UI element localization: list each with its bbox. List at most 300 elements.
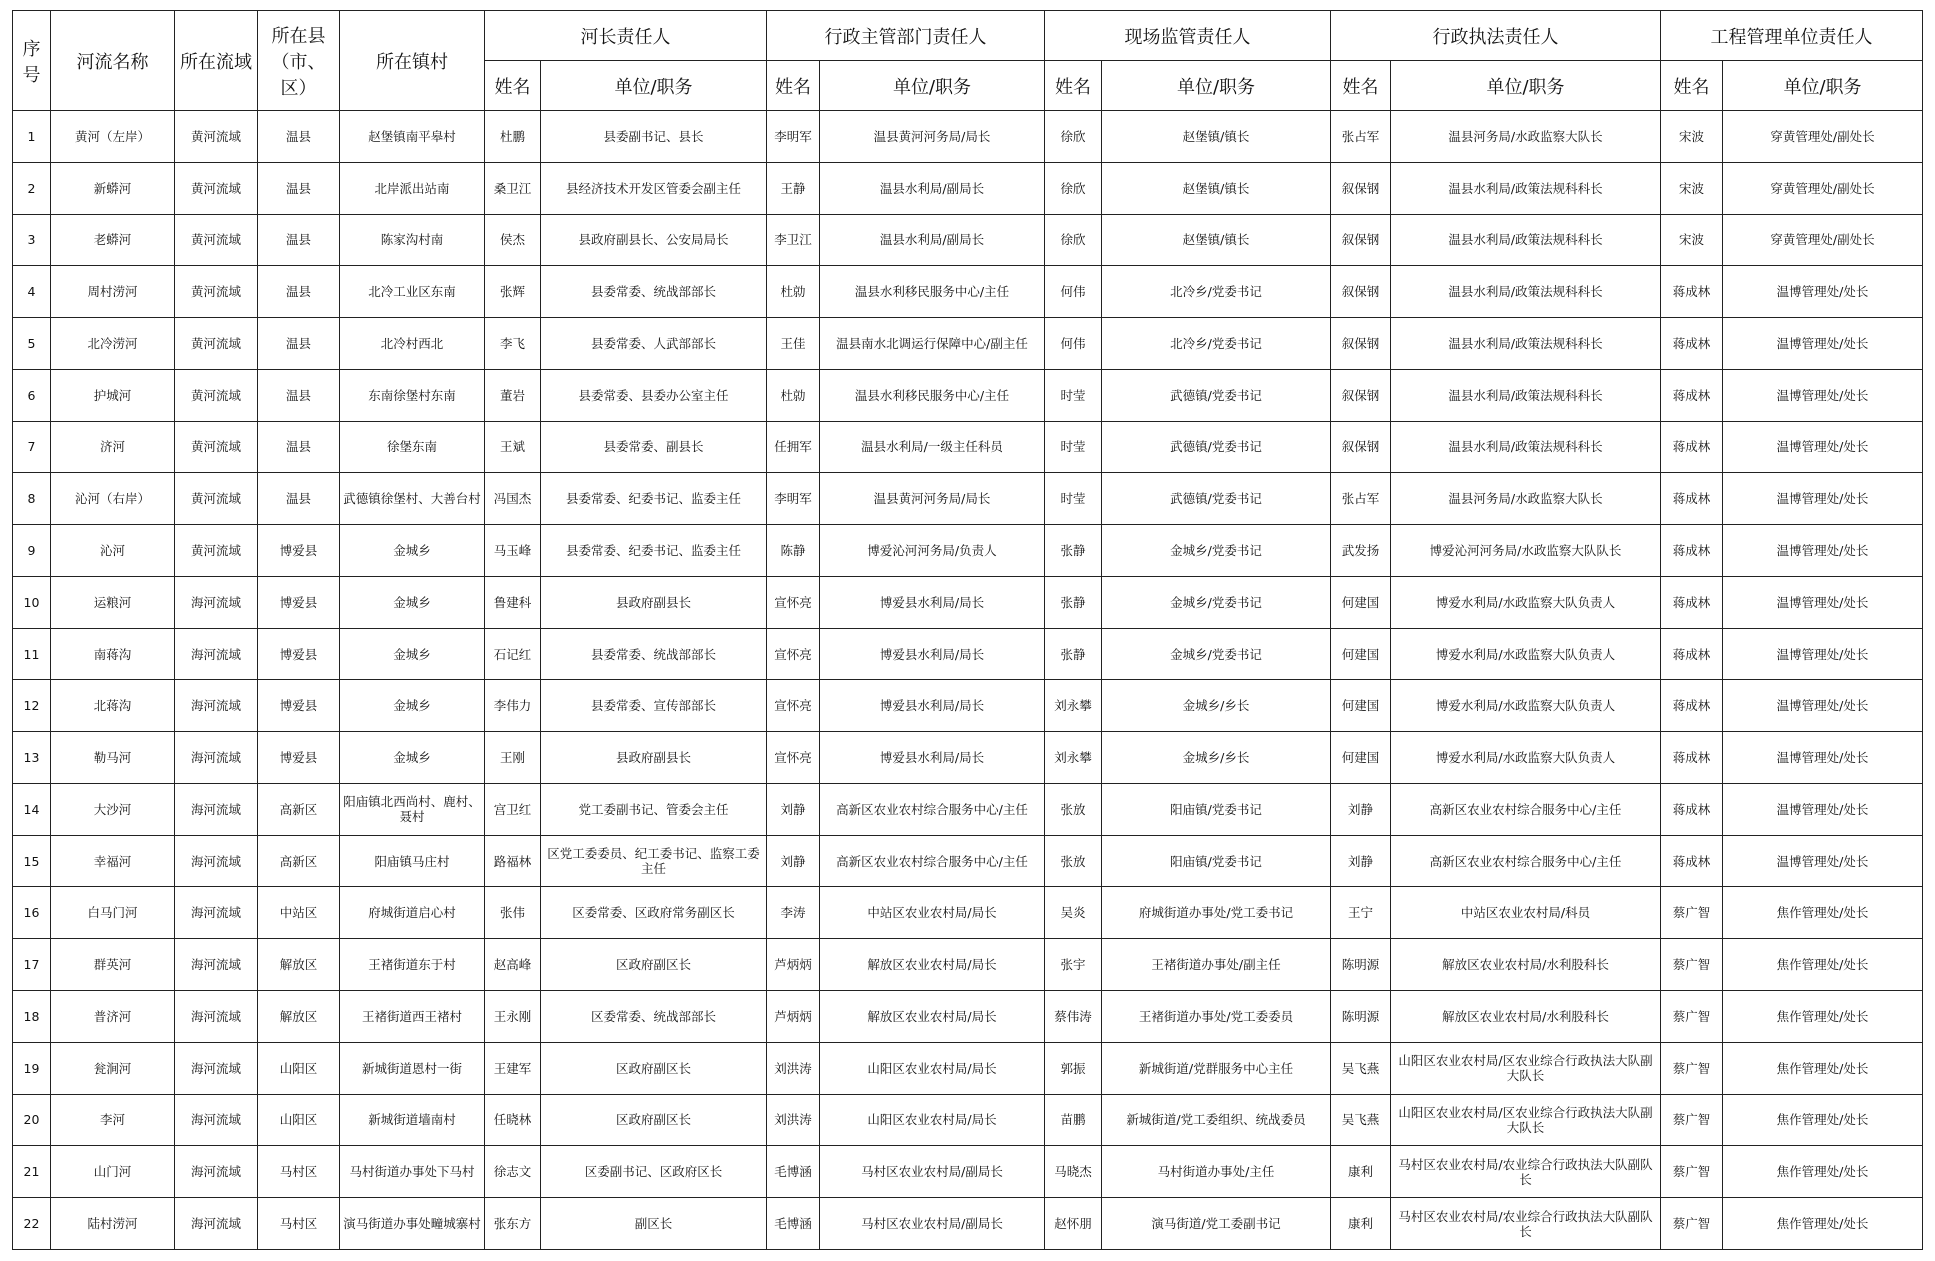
cell-site-name: 赵怀朋 xyxy=(1045,1198,1102,1250)
cell-basin: 黄河流域 xyxy=(175,473,258,525)
cell-river-chief-post: 区委常委、统战部部长 xyxy=(541,991,767,1043)
table-row xyxy=(13,835,1923,887)
cell-admin-name: 宣怀亮 xyxy=(767,628,820,680)
cell-enforcement-name: 叙保钢 xyxy=(1331,266,1391,318)
table-row xyxy=(13,1042,1923,1094)
cell-basin: 海河流域 xyxy=(175,991,258,1043)
cell-county: 马村区 xyxy=(258,1146,340,1198)
cell-site-name: 何伟 xyxy=(1045,266,1102,318)
header-post: 单位/职务 xyxy=(1102,61,1331,111)
header-post: 单位/职务 xyxy=(1391,61,1661,111)
cell-admin-post: 马村区农业农村局/副局长 xyxy=(820,1198,1045,1250)
cell-engineering-name: 蒋成林 xyxy=(1661,473,1723,525)
cell-town: 徐堡东南 xyxy=(340,421,485,473)
cell-seq: 20 xyxy=(13,1094,51,1146)
cell-engineering-name: 蒋成林 xyxy=(1661,783,1723,835)
cell-enforcement-name: 康利 xyxy=(1331,1198,1391,1250)
cell-river-name: 普济河 xyxy=(51,991,175,1043)
cell-site-post: 阳庙镇/党委书记 xyxy=(1102,783,1331,835)
cell-site-name: 何伟 xyxy=(1045,318,1102,370)
header-name: 姓名 xyxy=(1661,61,1723,111)
cell-seq: 21 xyxy=(13,1146,51,1198)
cell-county: 解放区 xyxy=(258,991,340,1043)
cell-river-chief-name: 李飞 xyxy=(485,318,541,370)
cell-site-name: 张静 xyxy=(1045,628,1102,680)
cell-site-post: 武德镇/党委书记 xyxy=(1102,473,1331,525)
cell-seq: 2 xyxy=(13,162,51,214)
cell-engineering-name: 蔡广智 xyxy=(1661,1146,1723,1198)
cell-county: 博爱县 xyxy=(258,732,340,784)
table-row xyxy=(13,214,1923,266)
cell-site-post: 府城街道办事处/党工委书记 xyxy=(1102,887,1331,939)
cell-county: 温县 xyxy=(258,318,340,370)
table-row xyxy=(13,111,1923,163)
cell-seq: 3 xyxy=(13,214,51,266)
cell-site-name: 徐欣 xyxy=(1045,111,1102,163)
header-group-site-supervision: 现场监管责任人 xyxy=(1045,11,1331,61)
cell-engineering-name: 宋波 xyxy=(1661,214,1723,266)
cell-enforcement-name: 何建国 xyxy=(1331,732,1391,784)
cell-site-name: 马晓杰 xyxy=(1045,1146,1102,1198)
cell-engineering-post: 焦作管理处/处长 xyxy=(1723,991,1923,1043)
table-body xyxy=(13,111,1923,1250)
cell-river-chief-name: 董岩 xyxy=(485,369,541,421)
cell-admin-name: 刘洪涛 xyxy=(767,1042,820,1094)
cell-engineering-post: 温博管理处/处长 xyxy=(1723,421,1923,473)
cell-enforcement-name: 刘静 xyxy=(1331,835,1391,887)
cell-admin-post: 温县水利移民服务中心/主任 xyxy=(820,369,1045,421)
cell-admin-post: 温县水利局/副局长 xyxy=(820,214,1045,266)
header-name: 姓名 xyxy=(1045,61,1102,111)
cell-river-name: 瓮涧河 xyxy=(51,1042,175,1094)
cell-admin-post: 中站区农业农村局/局长 xyxy=(820,887,1045,939)
cell-enforcement-name: 叙保钢 xyxy=(1331,318,1391,370)
cell-river-chief-name: 张辉 xyxy=(485,266,541,318)
table-row xyxy=(13,421,1923,473)
cell-site-post: 演马街道/党工委副书记 xyxy=(1102,1198,1331,1250)
cell-engineering-post: 穿黄管理处/副处长 xyxy=(1723,214,1923,266)
cell-admin-post: 博爱沁河河务局/负责人 xyxy=(820,525,1045,577)
cell-site-name: 吴炎 xyxy=(1045,887,1102,939)
cell-admin-post: 山阳区农业农村局/局长 xyxy=(820,1042,1045,1094)
cell-site-name: 张放 xyxy=(1045,783,1102,835)
cell-admin-name: 李明军 xyxy=(767,111,820,163)
cell-basin: 海河流域 xyxy=(175,1094,258,1146)
cell-town: 北岸派出站南 xyxy=(340,162,485,214)
cell-site-post: 马村街道办事处/主任 xyxy=(1102,1146,1331,1198)
cell-county: 解放区 xyxy=(258,939,340,991)
cell-admin-post: 温县水利移民服务中心/主任 xyxy=(820,266,1045,318)
cell-basin: 海河流域 xyxy=(175,1042,258,1094)
header-group-engineering: 工程管理单位责任人 xyxy=(1661,11,1923,61)
cell-town: 金城乡 xyxy=(340,628,485,680)
cell-admin-post: 博爱县水利局/局长 xyxy=(820,732,1045,784)
cell-river-chief-name: 马玉峰 xyxy=(485,525,541,577)
cell-engineering-name: 蒋成林 xyxy=(1661,576,1723,628)
header-group-river-chief: 河长责任人 xyxy=(485,11,767,61)
table-row xyxy=(13,525,1923,577)
cell-river-chief-post: 区政府副区长 xyxy=(541,939,767,991)
cell-site-post: 赵堡镇/镇长 xyxy=(1102,111,1331,163)
cell-engineering-name: 蒋成林 xyxy=(1661,525,1723,577)
cell-engineering-name: 蔡广智 xyxy=(1661,991,1723,1043)
cell-basin: 海河流域 xyxy=(175,939,258,991)
cell-site-name: 刘永攀 xyxy=(1045,680,1102,732)
cell-admin-post: 温县南水北调运行保障中心/副主任 xyxy=(820,318,1045,370)
cell-seq: 15 xyxy=(13,835,51,887)
cell-admin-post: 温县水利局/一级主任科员 xyxy=(820,421,1045,473)
cell-engineering-name: 蔡广智 xyxy=(1661,887,1723,939)
cell-river-chief-post: 县政府副县长、公安局局长 xyxy=(541,214,767,266)
cell-river-chief-name: 任晓林 xyxy=(485,1094,541,1146)
cell-river-name: 新蟒河 xyxy=(51,162,175,214)
table-header xyxy=(13,11,1923,111)
cell-river-name: 黄河（左岸） xyxy=(51,111,175,163)
cell-admin-post: 高新区农业农村综合服务中心/主任 xyxy=(820,783,1045,835)
cell-river-chief-name: 宫卫红 xyxy=(485,783,541,835)
table-row xyxy=(13,318,1923,370)
cell-town: 阳庙镇北西尚村、鹿村、聂村 xyxy=(340,783,485,835)
cell-seq: 7 xyxy=(13,421,51,473)
cell-river-chief-post: 县委常委、副县长 xyxy=(541,421,767,473)
cell-basin: 黄河流域 xyxy=(175,318,258,370)
cell-river-chief-post: 副区长 xyxy=(541,1198,767,1250)
cell-town: 北冷工业区东南 xyxy=(340,266,485,318)
cell-admin-post: 解放区农业农村局/局长 xyxy=(820,939,1045,991)
cell-admin-post: 博爱县水利局/局长 xyxy=(820,628,1045,680)
cell-enforcement-post: 博爱水利局/水政监察大队负责人 xyxy=(1391,576,1661,628)
cell-engineering-post: 温博管理处/处长 xyxy=(1723,680,1923,732)
cell-basin: 黄河流域 xyxy=(175,369,258,421)
cell-admin-post: 博爱县水利局/局长 xyxy=(820,680,1045,732)
cell-engineering-name: 蔡广智 xyxy=(1661,1198,1723,1250)
cell-admin-name: 杜勍 xyxy=(767,266,820,318)
cell-seq: 4 xyxy=(13,266,51,318)
cell-site-name: 蔡伟涛 xyxy=(1045,991,1102,1043)
cell-enforcement-name: 吴飞燕 xyxy=(1331,1094,1391,1146)
cell-engineering-post: 焦作管理处/处长 xyxy=(1723,887,1923,939)
cell-enforcement-post: 温县水利局/政策法规科科长 xyxy=(1391,318,1661,370)
cell-town: 武德镇徐堡村、大善台村 xyxy=(340,473,485,525)
cell-river-name: 护城河 xyxy=(51,369,175,421)
cell-enforcement-post: 解放区农业农村局/水利股科长 xyxy=(1391,939,1661,991)
cell-town: 赵堡镇南平皋村 xyxy=(340,111,485,163)
cell-site-name: 徐欣 xyxy=(1045,214,1102,266)
cell-river-chief-name: 路福林 xyxy=(485,835,541,887)
cell-admin-name: 宣怀亮 xyxy=(767,680,820,732)
cell-basin: 黄河流域 xyxy=(175,162,258,214)
cell-seq: 17 xyxy=(13,939,51,991)
table-row xyxy=(13,939,1923,991)
cell-engineering-name: 蒋成林 xyxy=(1661,318,1723,370)
cell-town: 金城乡 xyxy=(340,576,485,628)
cell-admin-name: 李明军 xyxy=(767,473,820,525)
cell-river-name: 北冷涝河 xyxy=(51,318,175,370)
cell-admin-name: 宣怀亮 xyxy=(767,576,820,628)
cell-basin: 海河流域 xyxy=(175,887,258,939)
cell-engineering-name: 宋波 xyxy=(1661,111,1723,163)
cell-site-post: 赵堡镇/镇长 xyxy=(1102,214,1331,266)
header-post: 单位/职务 xyxy=(820,61,1045,111)
cell-river-chief-name: 冯国杰 xyxy=(485,473,541,525)
cell-engineering-post: 焦作管理处/处长 xyxy=(1723,1042,1923,1094)
cell-admin-post: 马村区农业农村局/副局长 xyxy=(820,1146,1045,1198)
cell-county: 马村区 xyxy=(258,1198,340,1250)
cell-seq: 8 xyxy=(13,473,51,525)
cell-admin-post: 解放区农业农村局/局长 xyxy=(820,991,1045,1043)
cell-river-chief-post: 县委常委、人武部部长 xyxy=(541,318,767,370)
cell-enforcement-name: 叙保钢 xyxy=(1331,162,1391,214)
cell-engineering-name: 蒋成林 xyxy=(1661,266,1723,318)
cell-enforcement-post: 博爱水利局/水政监察大队负责人 xyxy=(1391,732,1661,784)
cell-river-chief-name: 鲁建科 xyxy=(485,576,541,628)
cell-engineering-name: 蒋成林 xyxy=(1661,732,1723,784)
cell-engineering-post: 穿黄管理处/副处长 xyxy=(1723,162,1923,214)
cell-river-chief-post: 县委副书记、县长 xyxy=(541,111,767,163)
cell-town: 王褚街道东于村 xyxy=(340,939,485,991)
table-row xyxy=(13,887,1923,939)
cell-river-chief-post: 县经济技术开发区管委会副主任 xyxy=(541,162,767,214)
cell-site-post: 赵堡镇/镇长 xyxy=(1102,162,1331,214)
cell-county: 博爱县 xyxy=(258,576,340,628)
cell-county: 温县 xyxy=(258,473,340,525)
cell-basin: 海河流域 xyxy=(175,628,258,680)
cell-river-name: 老蟒河 xyxy=(51,214,175,266)
cell-river-chief-post: 党工委副书记、管委会主任 xyxy=(541,783,767,835)
cell-river-name: 李河 xyxy=(51,1094,175,1146)
cell-river-chief-name: 杜鹏 xyxy=(485,111,541,163)
cell-enforcement-name: 武发扬 xyxy=(1331,525,1391,577)
cell-town: 演马街道办事处疃城寨村 xyxy=(340,1198,485,1250)
cell-seq: 19 xyxy=(13,1042,51,1094)
cell-town: 北冷村西北 xyxy=(340,318,485,370)
cell-engineering-name: 蒋成林 xyxy=(1661,835,1723,887)
table-row xyxy=(13,473,1923,525)
cell-enforcement-post: 温县水利局/政策法规科科长 xyxy=(1391,162,1661,214)
cell-site-name: 苗鹏 xyxy=(1045,1094,1102,1146)
header-county: 所在县（市、区） xyxy=(258,11,340,111)
cell-river-chief-name: 桑卫江 xyxy=(485,162,541,214)
cell-river-chief-name: 侯杰 xyxy=(485,214,541,266)
cell-enforcement-post: 温县水利局/政策法规科科长 xyxy=(1391,369,1661,421)
cell-basin: 海河流域 xyxy=(175,680,258,732)
cell-site-post: 阳庙镇/党委书记 xyxy=(1102,835,1331,887)
cell-engineering-name: 蔡广智 xyxy=(1661,1094,1723,1146)
cell-river-name: 陆村涝河 xyxy=(51,1198,175,1250)
header-basin: 所在流域 xyxy=(175,11,258,111)
cell-river-chief-post: 区委常委、区政府常务副区长 xyxy=(541,887,767,939)
cell-admin-name: 李卫江 xyxy=(767,214,820,266)
cell-enforcement-post: 高新区农业农村综合服务中心/主任 xyxy=(1391,783,1661,835)
cell-enforcement-post: 博爱水利局/水政监察大队负责人 xyxy=(1391,680,1661,732)
cell-engineering-name: 蒋成林 xyxy=(1661,628,1723,680)
cell-town: 马村街道办事处下马村 xyxy=(340,1146,485,1198)
table-row xyxy=(13,1198,1923,1250)
river-chief-roster-table xyxy=(12,10,1923,1250)
cell-enforcement-name: 张占军 xyxy=(1331,111,1391,163)
cell-enforcement-post: 高新区农业农村综合服务中心/主任 xyxy=(1391,835,1661,887)
cell-river-chief-name: 张伟 xyxy=(485,887,541,939)
cell-basin: 海河流域 xyxy=(175,1146,258,1198)
cell-river-name: 运粮河 xyxy=(51,576,175,628)
cell-river-name: 大沙河 xyxy=(51,783,175,835)
cell-town: 金城乡 xyxy=(340,525,485,577)
cell-engineering-post: 温博管理处/处长 xyxy=(1723,783,1923,835)
cell-engineering-name: 蔡广智 xyxy=(1661,939,1723,991)
cell-basin: 黄河流域 xyxy=(175,214,258,266)
cell-engineering-name: 宋波 xyxy=(1661,162,1723,214)
cell-enforcement-name: 吴飞燕 xyxy=(1331,1042,1391,1094)
cell-engineering-post: 温博管理处/处长 xyxy=(1723,318,1923,370)
cell-engineering-post: 焦作管理处/处长 xyxy=(1723,1094,1923,1146)
cell-enforcement-name: 康利 xyxy=(1331,1146,1391,1198)
cell-river-name: 济河 xyxy=(51,421,175,473)
cell-site-name: 刘永攀 xyxy=(1045,732,1102,784)
cell-enforcement-post: 中站区农业农村局/科员 xyxy=(1391,887,1661,939)
cell-basin: 海河流域 xyxy=(175,1198,258,1250)
cell-county: 山阳区 xyxy=(258,1042,340,1094)
cell-admin-name: 李涛 xyxy=(767,887,820,939)
cell-engineering-name: 蒋成林 xyxy=(1661,421,1723,473)
cell-county: 温县 xyxy=(258,111,340,163)
cell-engineering-post: 焦作管理处/处长 xyxy=(1723,1146,1923,1198)
cell-seq: 1 xyxy=(13,111,51,163)
cell-admin-name: 芦炳炳 xyxy=(767,939,820,991)
cell-river-chief-post: 区委副书记、区政府区长 xyxy=(541,1146,767,1198)
cell-enforcement-post: 山阳区农业农村局/区农业综合行政执法大队副大队长 xyxy=(1391,1042,1661,1094)
cell-engineering-post: 温博管理处/处长 xyxy=(1723,576,1923,628)
cell-river-chief-post: 县委常委、统战部部长 xyxy=(541,266,767,318)
cell-site-post: 王褚街道办事处/副主任 xyxy=(1102,939,1331,991)
cell-engineering-post: 温博管理处/处长 xyxy=(1723,369,1923,421)
cell-engineering-post: 温博管理处/处长 xyxy=(1723,835,1923,887)
cell-county: 高新区 xyxy=(258,783,340,835)
table-row xyxy=(13,783,1923,835)
cell-river-chief-name: 王建军 xyxy=(485,1042,541,1094)
cell-town: 王褚街道西王褚村 xyxy=(340,991,485,1043)
cell-seq: 14 xyxy=(13,783,51,835)
cell-enforcement-post: 温县水利局/政策法规科科长 xyxy=(1391,266,1661,318)
cell-county: 博爱县 xyxy=(258,628,340,680)
cell-river-chief-post: 县政府副县长 xyxy=(541,732,767,784)
cell-admin-name: 刘静 xyxy=(767,835,820,887)
cell-town: 府城街道启心村 xyxy=(340,887,485,939)
cell-enforcement-post: 温县河务局/水政监察大队长 xyxy=(1391,111,1661,163)
cell-enforcement-post: 山阳区农业农村局/区农业综合行政执法大队副大队长 xyxy=(1391,1094,1661,1146)
cell-site-name: 时莹 xyxy=(1045,473,1102,525)
header-seq: 序号 xyxy=(13,11,51,111)
cell-admin-name: 毛博涵 xyxy=(767,1198,820,1250)
cell-river-name: 勒马河 xyxy=(51,732,175,784)
cell-engineering-name: 蔡广智 xyxy=(1661,1042,1723,1094)
cell-river-chief-name: 徐志文 xyxy=(485,1146,541,1198)
cell-enforcement-post: 博爱沁河河务局/水政监察大队队长 xyxy=(1391,525,1661,577)
cell-enforcement-name: 何建国 xyxy=(1331,628,1391,680)
cell-county: 温县 xyxy=(258,369,340,421)
cell-site-name: 张宇 xyxy=(1045,939,1102,991)
cell-river-chief-name: 李伟力 xyxy=(485,680,541,732)
cell-basin: 黄河流域 xyxy=(175,421,258,473)
cell-admin-post: 博爱县水利局/局长 xyxy=(820,576,1045,628)
cell-town: 阳庙镇马庄村 xyxy=(340,835,485,887)
header-group-enforcement: 行政执法责任人 xyxy=(1331,11,1661,61)
cell-enforcement-post: 解放区农业农村局/水利股科长 xyxy=(1391,991,1661,1043)
cell-admin-name: 毛博涵 xyxy=(767,1146,820,1198)
cell-river-chief-post: 县委常委、宣传部部长 xyxy=(541,680,767,732)
cell-site-post: 金城乡/党委书记 xyxy=(1102,628,1331,680)
cell-seq: 11 xyxy=(13,628,51,680)
cell-engineering-post: 温博管理处/处长 xyxy=(1723,266,1923,318)
cell-county: 温县 xyxy=(258,162,340,214)
cell-enforcement-post: 温县水利局/政策法规科科长 xyxy=(1391,214,1661,266)
cell-engineering-post: 焦作管理处/处长 xyxy=(1723,939,1923,991)
cell-seq: 5 xyxy=(13,318,51,370)
cell-enforcement-post: 马村区农业农村局/农业综合行政执法大队副队长 xyxy=(1391,1146,1661,1198)
cell-seq: 22 xyxy=(13,1198,51,1250)
cell-admin-name: 宣怀亮 xyxy=(767,732,820,784)
cell-admin-post: 温县水利局/副局长 xyxy=(820,162,1045,214)
table-row xyxy=(13,628,1923,680)
cell-enforcement-name: 陈明源 xyxy=(1331,939,1391,991)
cell-site-post: 金城乡/党委书记 xyxy=(1102,576,1331,628)
cell-admin-post: 温县黄河河务局/局长 xyxy=(820,473,1045,525)
cell-seq: 10 xyxy=(13,576,51,628)
cell-enforcement-name: 叙保钢 xyxy=(1331,421,1391,473)
cell-river-name: 南蒋沟 xyxy=(51,628,175,680)
cell-engineering-post: 穿黄管理处/副处长 xyxy=(1723,111,1923,163)
cell-site-name: 张放 xyxy=(1045,835,1102,887)
cell-engineering-name: 蒋成林 xyxy=(1661,369,1723,421)
cell-admin-post: 山阳区农业农村局/局长 xyxy=(820,1094,1045,1146)
cell-enforcement-post: 马村区农业农村局/农业综合行政执法大队副队长 xyxy=(1391,1198,1661,1250)
cell-enforcement-name: 叙保钢 xyxy=(1331,369,1391,421)
cell-basin: 海河流域 xyxy=(175,732,258,784)
cell-enforcement-post: 博爱水利局/水政监察大队负责人 xyxy=(1391,628,1661,680)
cell-admin-name: 杜勍 xyxy=(767,369,820,421)
cell-engineering-post: 温博管理处/处长 xyxy=(1723,732,1923,784)
cell-site-name: 张静 xyxy=(1045,576,1102,628)
cell-county: 温县 xyxy=(258,266,340,318)
table-row xyxy=(13,369,1923,421)
cell-town: 东南徐堡村东南 xyxy=(340,369,485,421)
cell-site-post: 金城乡/党委书记 xyxy=(1102,525,1331,577)
cell-river-chief-post: 区党工委委员、纪工委书记、监察工委主任 xyxy=(541,835,767,887)
cell-river-name: 周村涝河 xyxy=(51,266,175,318)
cell-town: 陈家沟村南 xyxy=(340,214,485,266)
cell-seq: 12 xyxy=(13,680,51,732)
cell-river-name: 群英河 xyxy=(51,939,175,991)
cell-enforcement-name: 王宁 xyxy=(1331,887,1391,939)
cell-enforcement-name: 张占军 xyxy=(1331,473,1391,525)
cell-river-chief-name: 王斌 xyxy=(485,421,541,473)
cell-seq: 13 xyxy=(13,732,51,784)
header-river-name: 河流名称 xyxy=(51,11,175,111)
cell-seq: 16 xyxy=(13,887,51,939)
cell-enforcement-post: 温县水利局/政策法规科科长 xyxy=(1391,421,1661,473)
table-row xyxy=(13,991,1923,1043)
header-group-admin-dept: 行政主管部门责任人 xyxy=(767,11,1045,61)
cell-engineering-name: 蒋成林 xyxy=(1661,680,1723,732)
cell-site-post: 北冷乡/党委书记 xyxy=(1102,318,1331,370)
cell-river-name: 北蒋沟 xyxy=(51,680,175,732)
cell-admin-name: 王佳 xyxy=(767,318,820,370)
cell-site-post: 武德镇/党委书记 xyxy=(1102,421,1331,473)
cell-basin: 黄河流域 xyxy=(175,266,258,318)
header-town: 所在镇村 xyxy=(340,11,485,111)
cell-engineering-post: 温博管理处/处长 xyxy=(1723,525,1923,577)
table-row xyxy=(13,266,1923,318)
table-row xyxy=(13,1094,1923,1146)
